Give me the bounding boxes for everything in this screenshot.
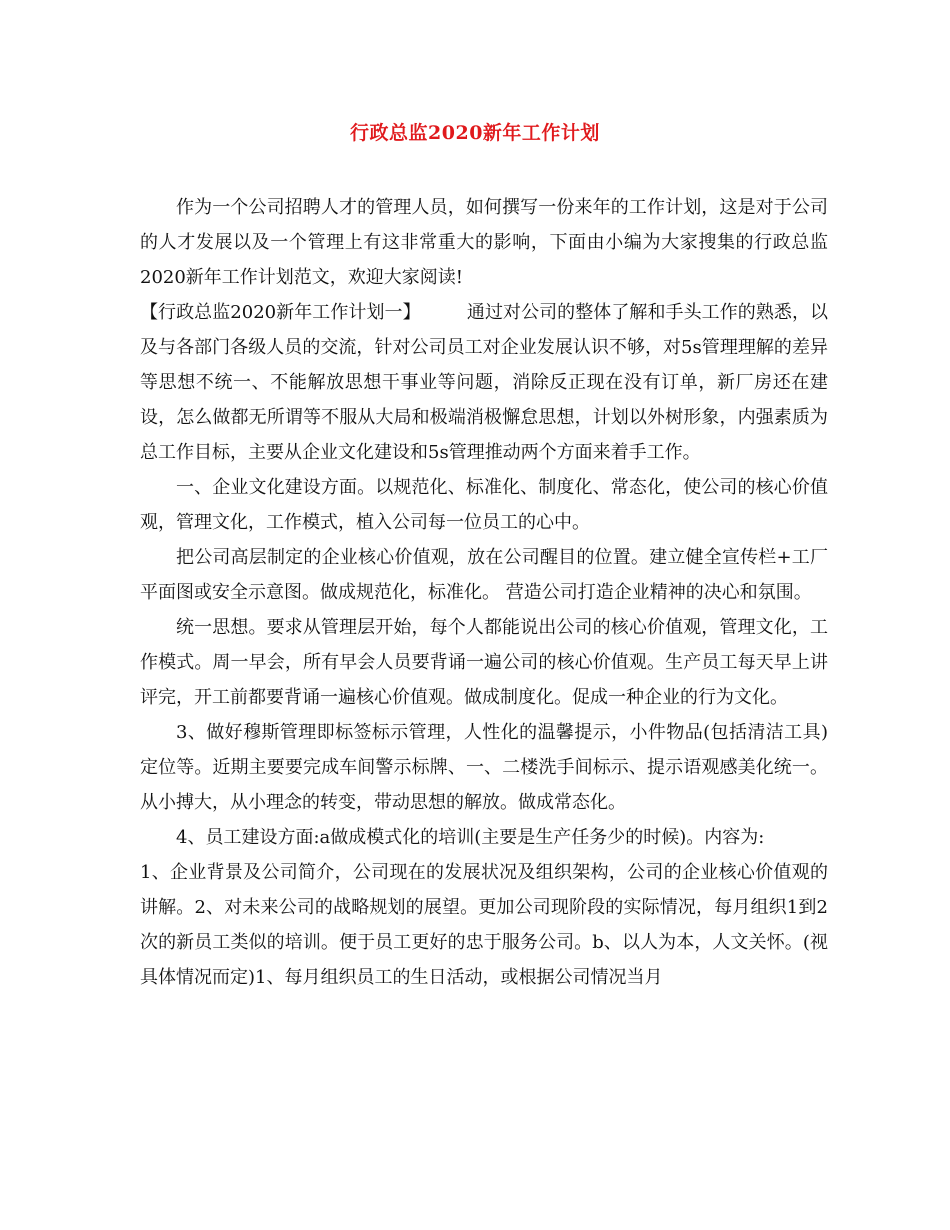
- paragraph-core-values: 把公司高层制定的企业核心价值观，放在公司醒目的位置。建立健全宣传栏+工厂平面图或安全示意图。做成规范化，标准化。 营造公司打造企业精神的决心和氛围。: [140, 547, 828, 603]
- paragraph-intro: 作为一个公司招聘人才的管理人员，如何撰写一份来年的工作计划，这是对于公司的人才发展以及一个管理上有这非常重大的影响，下面由小编为大家搜集的行政总监2020新年工作计划范文，欢迎大家阅读!: [140, 197, 828, 288]
- document-body: [140, 190, 828, 995]
- paragraph-unify-thought: 统一思想。要求从管理层开始，每个人都能说出公司的核心价值观，管理文化，工作模式。周一早会，所有早会人员要背诵一遍公司的核心价值观。生产员工每天早上讲评完，开工前都要背诵一遍核心价值观。做成制度化。促成一种企业的行为文化。: [140, 617, 828, 708]
- paragraph-culture: 一、企业文化建设方面。以规范化、标准化、制度化、常态化，使公司的核心价值观，管理文化，工作模式，植入公司每一位员工的心中。: [140, 477, 828, 533]
- paragraph-training: 1、企业背景及公司简介，公司现在的发展状况及组织架构，公司的企业核心价值观的讲解。2、对未来公司的战略规划的展望。更加公司现阶段的实际情况，每月组织1到2次的新员工类似的培训。便于员工更好的忠于服务公司。b、以人为本，人文关怀。(视具体情况而定)1、每月组织员工的生日活动，或根据公司情况当月: [140, 862, 828, 988]
- paragraph-plan-one: [140, 295, 828, 470]
- paragraph-label-management: 3、做好穆斯管理即标签标示管理，人性化的温馨提示，小件物品(包括清洁工具)定位等。近期主要要完成车间警示标牌、一、二楼洗手间标示、提示语观感美化统一。从小搏大，从小理念的转变，带动思想的解放。做成常态化。: [140, 722, 828, 813]
- document-title: 行政总监2020新年工作计划: [350, 122, 600, 144]
- section-heading-plan-one: 【行政总监2020新年工作计划一】: [140, 302, 421, 323]
- paragraph-staff-building: 4、员工建设方面:a做成模式化的培训(主要是生产任务少的时候)。内容为:: [176, 827, 765, 848]
- paragraph-plan-one-text: 通过对公司的整体了解和手头工作的熟悉，以及与各部门各级人员的交流，针对公司员工对企业发展认识不够，对5s管理理解的差异等思想不统一、不能解放思想干事业等问题，消除反正现在没有订单，新厂房还在建设，怎么做都无所谓等不服从大局和极端消极懈怠思想，计划以外树形象，内强素质为总工作目标，主要从企业文化建设和5s管理推动两个方面来着手工作。: [140, 302, 829, 463]
